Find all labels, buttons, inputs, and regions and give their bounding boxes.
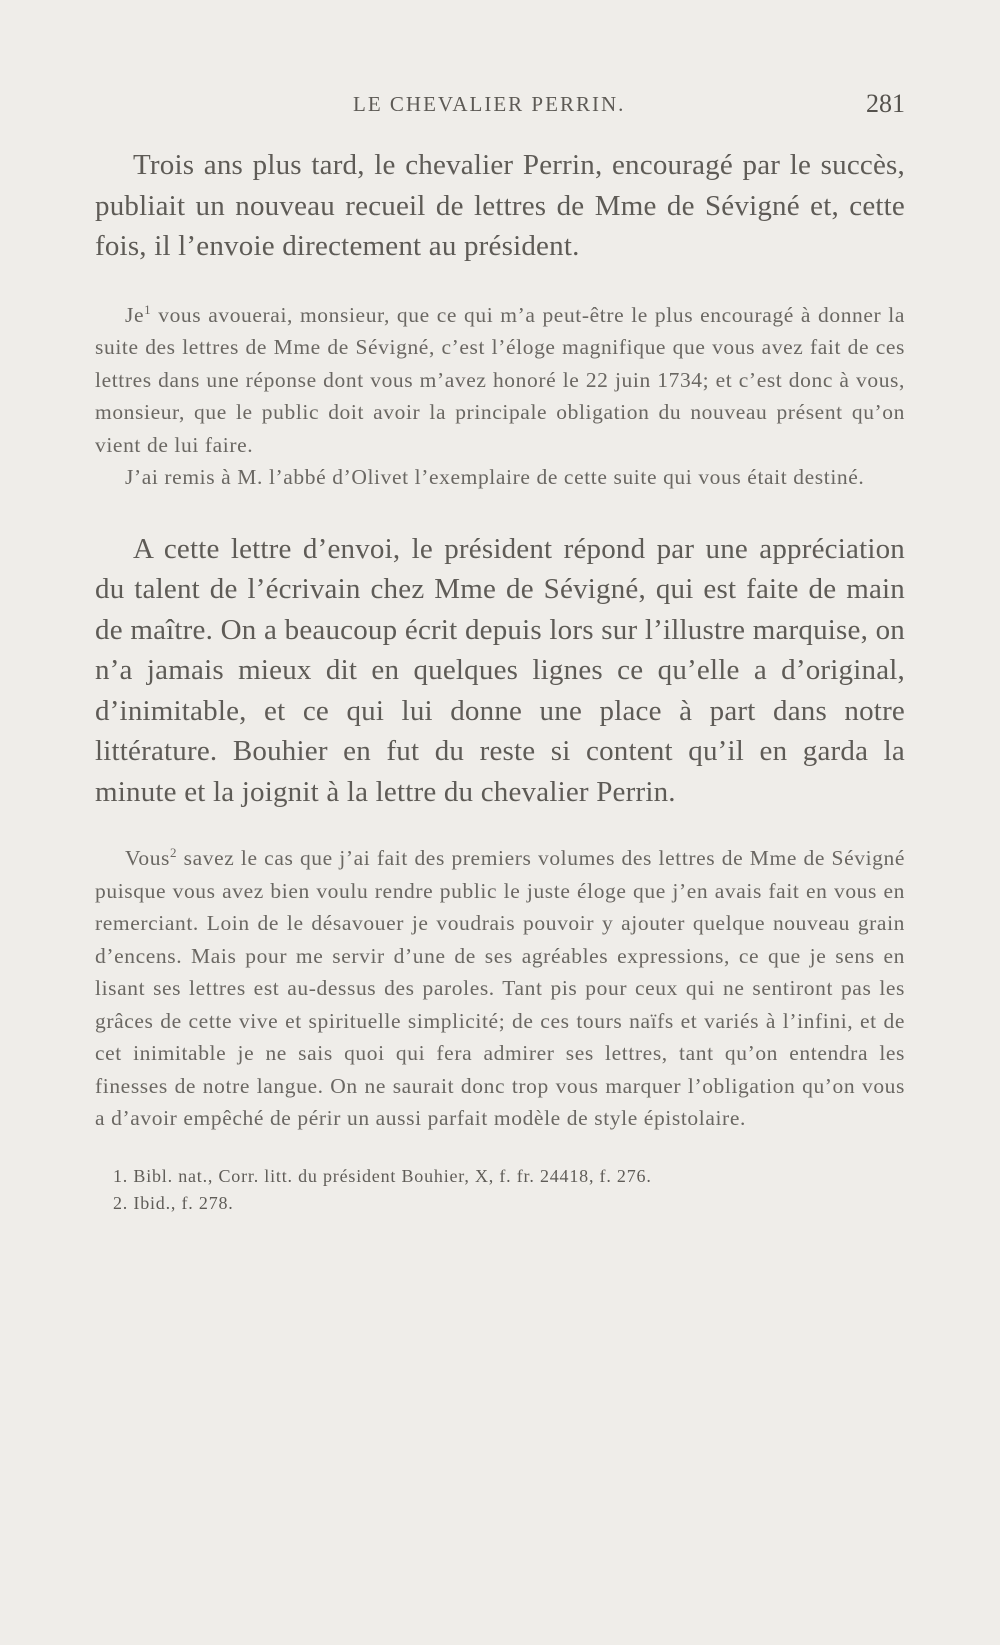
footnotes [95, 1163, 905, 1217]
footnote-ref-1: 1 [144, 301, 152, 317]
quote-body: vous avouerai, monsieur, que ce qui m’a peut-être le plus encouragé à donner la suite des lettres de Mme de Sévigné, c’est l’éloge magnifique que vous avez fait de ces lettres dans une réponse dont vous m’avez honoré le 22 juin 1734; et c’est donc à vous, monsieur, que le public doit avoir la principale obligation du nouveau présent qu’on vient de lui faire. [95, 302, 905, 457]
paragraph-commentary: A cette lettre d’envoi, le président répond par une appréciation du talent de l’écrivain chez Mme de Sévigné, qui est faite de main de maître. On a beaucoup écrit depuis lors sur l’illustre marquise, on n’a jamais mieux dit en quelques lignes ce qu’elle a d’original, d’inimitable, et ce qui lui donne une place à part dans notre littérature. Bouhier en fut du reste si content qu’il en garda la minute et la joignit à la lettre du chevalier Perrin. [95, 532, 905, 808]
page-number: 281 [866, 89, 905, 118]
quote-body: savez le cas que j’ai fait des premiers volumes des lettres de Mme de Sévigné puisque vous avez bien voulu rendre public le juste éloge que j’en avais fait en vous en remerciant. Loin de le désavouer je voudrais pouvoir y ajouter quelque nouveau grain d’encens. Mais pour me servir d’une de ses agréables expressions, ce que je sens en lisant ses lettres est au-dessus des paroles. Tant pis pour ceux qui ne sentiront pas les grâces de cette vive et spirituelle simplicité; de ces tours naïfs et variés à l’infini, et de cet inimitable je ne sais quoi qui fera admirer ses lettres, tant qu’on entendra les finesses de notre langue. On ne saurait donc trop vous marquer l’obligation qu’on vous a d’avoir empêché de périr un aussi parfait modèle de style épistolaire. [95, 846, 905, 1130]
quoted-letter-perrin-continued: J’ai remis à M. l’abbé d’Olivet l’exemplaire de cette suite qui vous était destiné. [125, 465, 865, 489]
footnote-ref-2: 2 [170, 844, 178, 860]
page-header [95, 89, 905, 122]
quote-lead-word: Vous [125, 846, 171, 870]
footnote-1: 1. Bibl. nat., Corr. litt. du président Bouhier, X, f. fr. 24418, f. 276. [113, 1165, 652, 1186]
page-body [95, 145, 905, 1217]
quoted-letter-perrin [95, 299, 905, 462]
running-title: LE CHEVALIER PERRIN. [353, 92, 626, 116]
paragraph-intro: Trois ans plus tard, le chevalier Perrin, encouragé par le succès, publiait un nouveau recueil de lettres de Mme de Sévigné et, cette fois, il l’envoie directement au président. [95, 149, 905, 262]
footnote-2: 2. Ibid., f. 278. [113, 1192, 234, 1213]
quoted-letter-bouhier [95, 842, 905, 1135]
quote-lead-word: Je [125, 302, 145, 327]
